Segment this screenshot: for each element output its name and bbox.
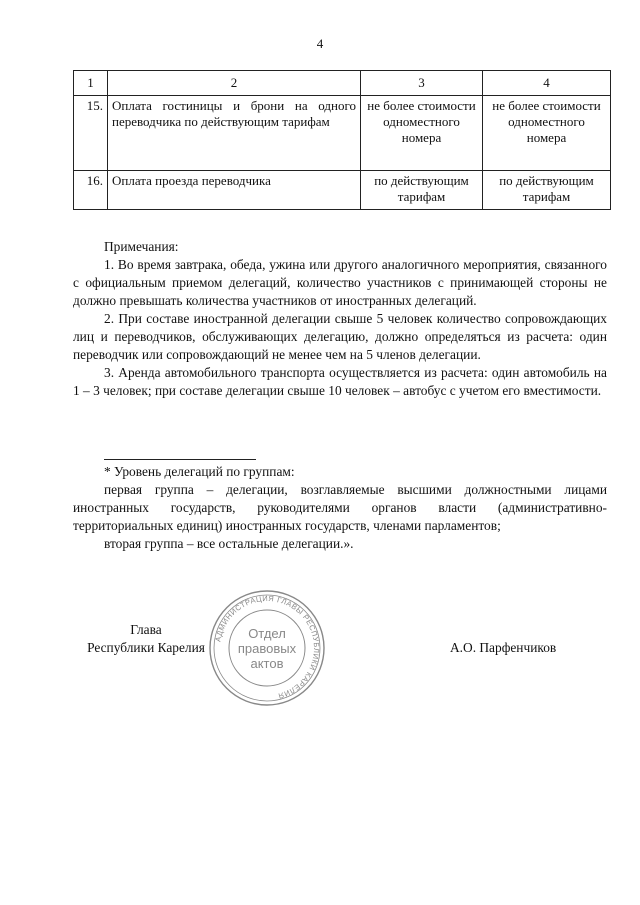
table-header-cell: 2 [108, 71, 361, 96]
stamp-center-line-1: Отдел [248, 626, 286, 641]
row-number: 15. [74, 96, 108, 171]
table-row [74, 96, 611, 171]
position-line-1: Глава [130, 622, 162, 637]
row-description: Оплата проезда переводчика [108, 171, 361, 210]
table-header-row [74, 71, 611, 96]
footnote-section [73, 463, 607, 553]
row-value-col3: по действующим тарифам [361, 171, 483, 210]
notes-title: Примечания: [104, 239, 179, 254]
notes-section [73, 238, 607, 400]
note-item: 3. Аренда автомобильного транспорта осуществляется из расчета: один автомобиль на 1 – 3 человек; при составе делегации свыше 10 человек – автобус с учетом его вместимости. [73, 365, 607, 398]
row-value-col4: по действующим тарифам [483, 171, 611, 210]
note-item: 2. При составе иностранной делегации свыше 5 человек количество сопровождающих лиц и переводчиков, обслуживающих делегацию, должно определяться из расчета: один переводчик или сопровождающий не менее чем на 5 членов делегации. [73, 311, 607, 362]
signatory-name: А.О. Парфенчиков [450, 640, 557, 655]
stamp-ring-textpath: АДМИНИСТРАЦИЯ ГЛАВЫ РЕСПУБЛИКИ КАРЕЛИЯ [213, 593, 322, 701]
table-header-cell: 4 [483, 71, 611, 96]
footnote-divider [104, 459, 256, 460]
page-number: 4 [316, 36, 324, 51]
row-value-col3: не более стоимости одноместного номера [361, 96, 483, 171]
footnote-title: * Уровень делегаций по группам: [104, 464, 295, 479]
row-number: 16. [74, 171, 108, 210]
table-row [74, 171, 611, 210]
position-line-2: Республики Карелия [87, 640, 205, 655]
row-value-col4: не более стоимости одноместного номера [483, 96, 611, 171]
row-description: Оплата гостиницы и брони на одного переводчика по действующим тарифам [108, 96, 361, 171]
stamp-center-line-2: правовых [237, 641, 297, 656]
expense-table [73, 70, 611, 210]
note-item: 1. Во время завтрака, обеда, ужина или другого аналогичного мероприятия, связанного с официальным приемом делегаций, количество участников с принимающей стороны не должно превышать количества участников от иностранных делегаций. [73, 257, 607, 308]
table-header-cell: 3 [361, 71, 483, 96]
stamp-center-line-3: актов [250, 656, 284, 671]
official-stamp [207, 588, 327, 708]
footnote-group-2: вторая группа – все остальные делегации.». [104, 536, 354, 551]
signatory-position [76, 621, 216, 657]
footnote-group-1: первая группа – делегации, возглавляемые высшими должностными лицами иностранных государств, руководителями органов власти (административно-территориальных единиц) иностранных государств, членами парламентов; [73, 482, 607, 533]
table-header-cell: 1 [74, 71, 108, 96]
